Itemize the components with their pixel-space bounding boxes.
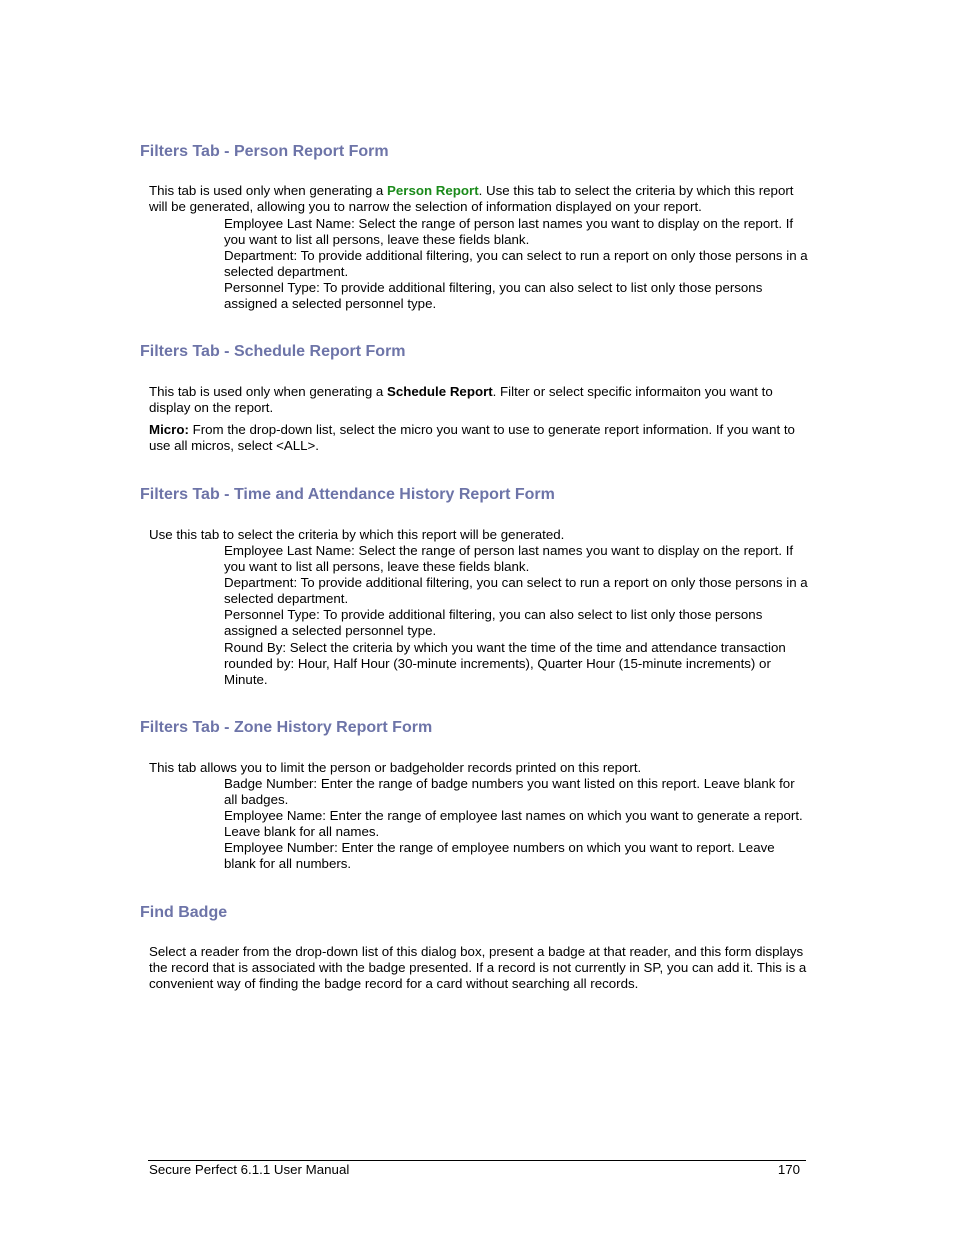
filter-item: Personnel Type: To provide additional filtering, you can also select to list only those persons assigned a selected personnel type. <box>224 607 763 639</box>
section-heading-zone-history: Filters Tab - Zone History Report Form <box>140 719 433 736</box>
filter-item: Department: To provide additional filtering, you can select to run a report on only those persons in a selected department. <box>224 248 808 280</box>
filter-item: Employee Last Name: Select the range of person last names you want to display on the report. If you want to list all persons, leave these fields blank. <box>224 216 794 248</box>
filter-item: Badge Number: Enter the range of badge numbers you want listed on this report. Leave blank for all badges. <box>224 776 795 808</box>
section-heading-schedule-report: Filters Tab - Schedule Report Form <box>140 343 406 360</box>
section-heading-time-attendance: Filters Tab - Time and Attendance History Report Form <box>140 486 555 503</box>
micro-label: Micro: <box>149 422 189 437</box>
filter-item: Employee Last Name: Select the range of person last names you want to display on the report. If you want to list all persons, leave these fields blank. <box>224 543 794 575</box>
find-badge-body: Select a reader from the drop-down list of this dialog box, present a badge at that reader, and this form displays the record that is associated with the badge presented. If a record is not currently in SP, you can add it. This is a convenient way of finding the badge record for a card without searching all records. <box>149 944 807 992</box>
section-heading-find-badge: Find Badge <box>140 904 228 921</box>
footer-divider <box>148 1160 806 1161</box>
intro-text: This tab is used only when generating a <box>149 183 388 198</box>
section-heading-person-report: Filters Tab - Person Report Form <box>140 143 389 160</box>
page-number: 170 <box>777 1162 800 1177</box>
filter-item: Employee Number: Enter the range of employee numbers on which you want to report. Leave blank for all numbers. <box>224 840 775 872</box>
zone-history-intro: This tab allows you to limit the person or badgeholder records printed on this report. <box>149 760 642 775</box>
schedule-report-intro <box>149 384 809 416</box>
footer-title: Secure Perfect 6.1.1 User Manual <box>149 1162 350 1177</box>
person-report-intro <box>149 183 809 215</box>
filter-item: Department: To provide additional filtering, you can select to run a report on only those persons in a selected department. <box>224 575 808 607</box>
filter-item: Personnel Type: To provide additional filtering, you can also select to list only those persons assigned a selected personnel type. <box>224 280 763 312</box>
schedule-report-term: Schedule Report <box>387 384 493 399</box>
intro-text: This tab is used only when generating a <box>149 384 388 399</box>
person-report-link[interactable]: Person Report <box>387 183 479 198</box>
intro-text: . Filter or select specific informaiton you want to display on the report. <box>149 384 773 416</box>
time-attendance-intro: Use this tab to select the criteria by which this report will be generated. <box>149 527 565 542</box>
micro-description <box>149 422 809 454</box>
intro-text: . Use this tab to select the criteria by which this report will be generated, allowing you to narrow the selection of information displayed on your report. <box>149 183 794 215</box>
micro-text: From the drop-down list, select the micro you want to use to generate report information. If you want to use all micros, select <ALL>. <box>149 422 795 454</box>
filter-item: Employee Name: Enter the range of employee last names on which you want to generate a report. Leave blank for all names. <box>224 808 803 840</box>
filter-item: Round By: Select the criteria by which you want the time of the time and attendance transaction rounded by: Hour, Half Hour (30-minute increments), Quarter Hour (15-minute increments) or Minute. <box>224 640 786 688</box>
